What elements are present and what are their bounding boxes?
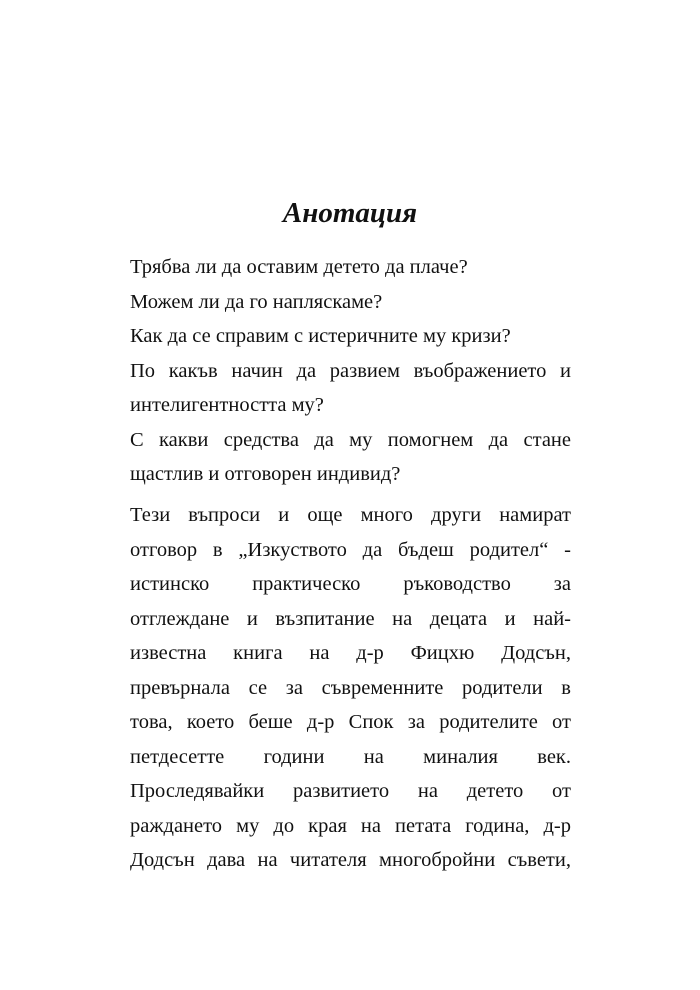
paragraph-line: известна книга на д-р Фицхю Додсън,	[130, 642, 571, 664]
paragraph-line: раждането му до края на петата година, д-р	[130, 814, 571, 837]
paragraph-line: Додсън дава на читателя многобройни съвети,	[130, 849, 571, 871]
questions-block	[130, 250, 571, 492]
paragraph-line: Тези въпроси и още много други намират	[130, 504, 571, 526]
paragraph-line: истинско практическо ръководство за	[130, 573, 571, 595]
question-line: По какъв начин да развием въображението и интелигентността му?	[130, 359, 571, 416]
paragraph-line: петдесетте години на миналия век.	[130, 745, 571, 768]
paragraph-line: превърнала се за съвременните родители в	[130, 676, 571, 699]
question-line: Можем ли да го напляскаме?	[130, 290, 383, 313]
paragraph-line: Проследявайки развитието на детето от	[130, 780, 571, 802]
paragraph-line: отглеждане и възпитание на децата и най-	[130, 607, 571, 630]
question-line: Трябва ли да оставим детето да плаче?	[130, 256, 468, 278]
paragraph-line: това, което беше д-р Спок за родителите от	[130, 711, 571, 733]
question-line: С какви средства да му помогнем да стане щастлив и отговорен индивид?	[130, 428, 571, 485]
paragraph-line: отговор в „Изкуството да бъдеш родител“ -	[130, 538, 571, 561]
question-line: Как да се справим с истеричните му кризи?	[130, 325, 511, 347]
page-title: Анотация	[282, 197, 418, 229]
body-paragraph	[130, 498, 571, 878]
